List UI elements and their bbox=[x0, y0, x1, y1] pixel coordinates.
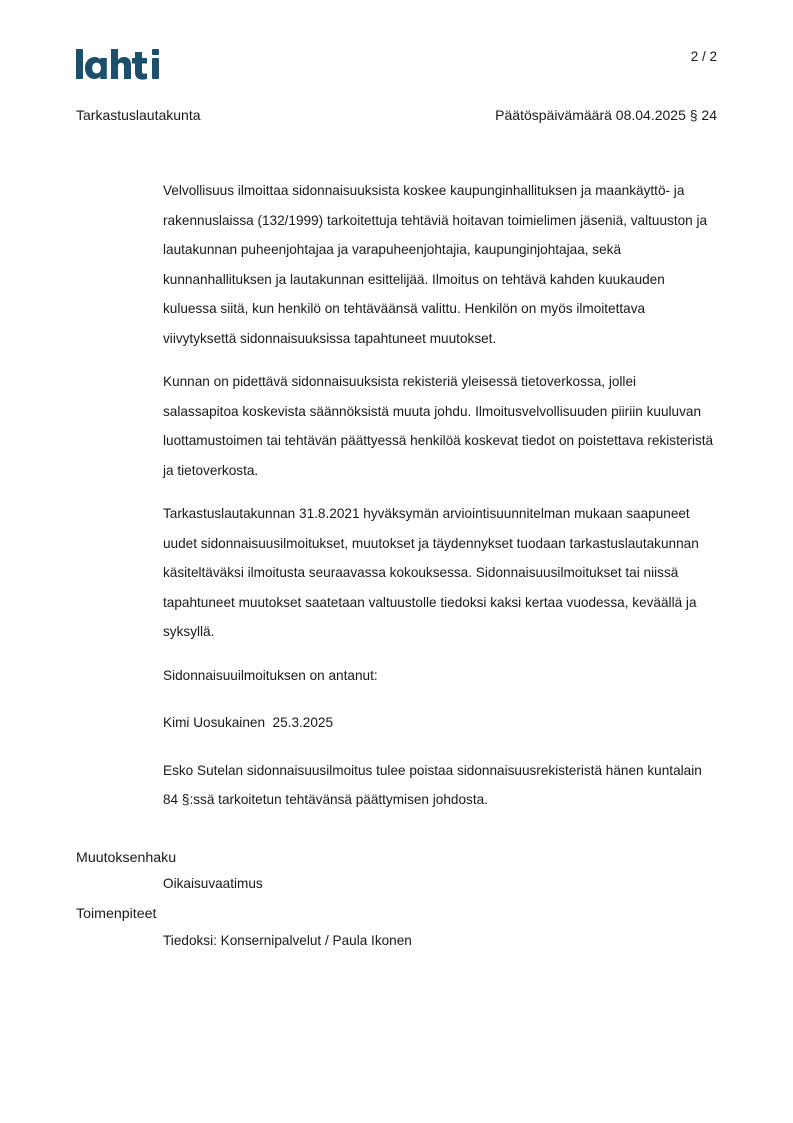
paragraph-removal: Esko Sutelan sidonnaisuusilmoitus tulee poistaa sidonnaisuusrekisteristä hänen kuntalain 84 §:ssä tarkoitetun tehtävänsä päättymisen johdosta. bbox=[163, 762, 702, 807]
organization-name: Tarkastuslautakunta bbox=[76, 107, 201, 123]
section-title-actions: Toimenpiteet bbox=[76, 906, 157, 922]
paragraph-person: Kimi Uosukainen 25.3.2025 bbox=[163, 715, 334, 730]
paragraph-given-by: Sidonnaisuuilmoituksen on antanut: bbox=[163, 667, 378, 683]
paragraph-obligation: Velvollisuus ilmoittaa sidonnaisuuksista koskee kaupunginhallituksen ja maankäyttö- ja rakennuslaissa (132/1999) tarkoitettuja tehtäviä hoitavan toimielimen jäseniä, valtuuston ja lautakunnan puheenjohtajaa ja varapuheenjohtajia, kaupunginjohtajaa, sekä kunnanhallituksen ja lautakunnan esittelijää. Ilmoitus on tehtävä kahden kuukauden kuluessa siitä, kun henkilö on tehtäväänsä valittu. Henkilön on myös ilmoitettava viivytyksettä sidonnaisuuksissa tapahtuneet muutokset. bbox=[163, 183, 708, 346]
section-title-appeal: Muutoksenhaku bbox=[76, 850, 177, 866]
paragraph-plan: Tarkastuslautakunnan 31.8.2021 hyväksymän arviointisuunnitelman mukaan saapuneet uudet sidonnaisuusilmoitukset, muutokset ja täydennykset tuodaan tarkastuslautakunnan käsiteltäväksi ilmoitusta seuraavassa kokouksessa. Sidonnaisuusilmoitukset tai niissä tapahtuneet muutokset saatetaan valtuustolle tiedoksi kaksi kertaa vuodessa, keväällä ja syksyllä. bbox=[163, 506, 699, 639]
paragraph-register: Kunnan on pidettävä sidonnaisuuksista rekisteriä yleisessä tietoverkossa, jollei salassapitoa koskevista säännöksistä muuta johdu. Ilmoitusvelvollisuuden piiriin kuuluvan luottamustoimen tai tehtävän päättyessä henkilöä koskevat tiedot on poistettava rekisteristä ja tietoverkosta. bbox=[163, 374, 714, 478]
section-body-appeal: Oikaisuvaatimus bbox=[163, 876, 263, 891]
main-content bbox=[163, 176, 715, 829]
lahti-logo bbox=[75, 46, 167, 82]
lahti-logo-mark bbox=[75, 46, 167, 82]
page-number: 2 / 2 bbox=[690, 49, 717, 64]
section-body-actions: Tiedoksi: Konsernipalvelut / Paula Ikonen bbox=[163, 933, 412, 948]
decision-date: Päätöspäivämäärä 08.04.2025 § 24 bbox=[495, 107, 717, 123]
